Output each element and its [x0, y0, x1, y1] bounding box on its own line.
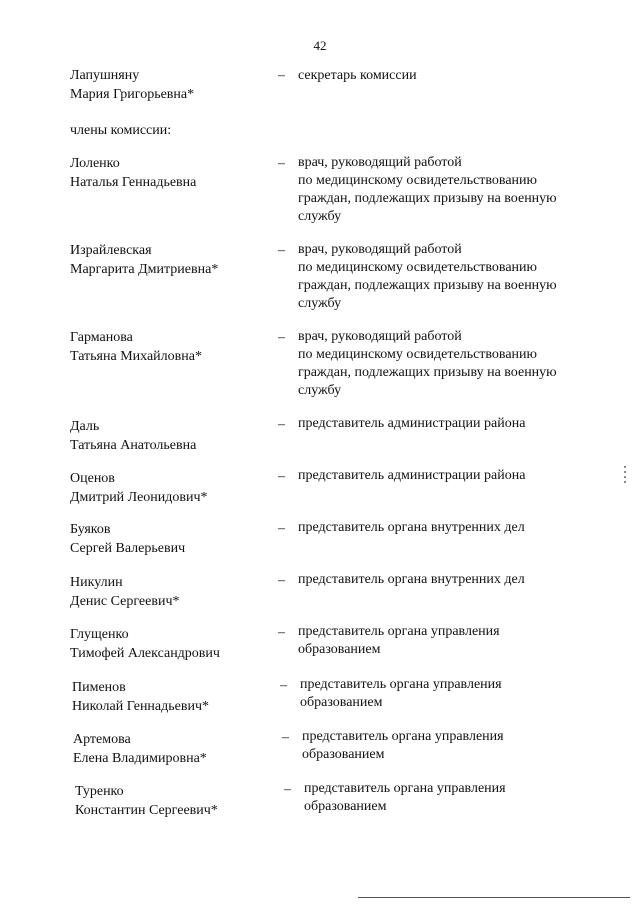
role-line: граждан, подлежащих призыву на военную	[298, 191, 557, 206]
role-line: представитель органа внутренних дел	[298, 572, 525, 587]
member-name	[70, 469, 270, 507]
role-line: образованием	[302, 747, 385, 762]
role-line: по медицинскому освидетельствованию	[298, 260, 538, 275]
role-line: представитель органа управления	[298, 624, 500, 639]
surname: Оценов	[70, 471, 115, 486]
given-names: Татьяна Анатольевна	[70, 438, 197, 453]
given-names: Тимофей Александрович	[70, 646, 220, 661]
role-line: образованием	[298, 642, 381, 657]
given-names: Дмитрий Леонидович*	[70, 490, 208, 505]
dash: –	[278, 625, 285, 640]
role-line: представитель администрации района	[298, 416, 526, 431]
footer-rule	[358, 897, 630, 898]
given-names: Маргарита Дмитриевна*	[70, 262, 219, 277]
surname: Даль	[70, 419, 100, 434]
dash: –	[278, 330, 285, 345]
scan-artifact	[624, 466, 626, 484]
member-role	[304, 780, 604, 816]
member-role	[298, 571, 598, 589]
role-line: образованием	[300, 695, 383, 710]
member-role	[298, 623, 598, 659]
surname: Никулин	[70, 575, 123, 590]
surname: Пименов	[72, 680, 126, 695]
dash: –	[280, 678, 287, 693]
member-name	[70, 154, 270, 192]
member-role	[298, 241, 598, 313]
surname: Гарманова	[70, 330, 133, 345]
surname: Глущенко	[70, 627, 129, 642]
given-names: Сергей Валерьевич	[70, 541, 186, 556]
dash: –	[278, 417, 285, 432]
given-names: Мария Григорьевна*	[70, 87, 195, 102]
member-name	[72, 678, 272, 716]
role-line: врач, руководящий работой	[298, 242, 462, 257]
role-line: представитель органа управления	[304, 781, 506, 796]
dash: –	[278, 521, 285, 536]
surname: Лапушняну	[70, 68, 140, 83]
role-line: врач, руководящий работой	[298, 155, 462, 170]
role-line: представитель органа управления	[300, 677, 502, 692]
member-name	[73, 730, 273, 768]
member-name	[70, 66, 270, 104]
dash: –	[284, 782, 291, 797]
surname: Туренко	[75, 784, 124, 799]
dash: –	[278, 469, 285, 484]
role-line: врач, руководящий работой	[298, 329, 462, 344]
given-names: Татьяна Михайловна*	[70, 349, 202, 364]
dash: –	[282, 730, 289, 745]
role-line: представитель администрации района	[298, 468, 526, 483]
surname: Артемова	[73, 732, 131, 747]
role-line: представитель органа управления	[302, 729, 504, 744]
member-name	[70, 417, 270, 455]
member-role	[298, 519, 598, 537]
dash: –	[278, 156, 285, 171]
dash: –	[278, 243, 285, 258]
given-names: Константин Сергеевич*	[75, 803, 218, 818]
member-name	[70, 625, 270, 663]
role-line: службу	[298, 296, 342, 311]
role-line: граждан, подлежащих призыву на военную	[298, 365, 557, 380]
member-name	[75, 782, 275, 820]
member-role	[302, 728, 602, 764]
member-name	[70, 520, 270, 558]
member-name	[70, 328, 270, 366]
role-line: по медицинскому освидетельствованию	[298, 347, 538, 362]
member-role	[298, 415, 598, 433]
page-number: 42	[313, 38, 327, 53]
role-line: граждан, подлежащих призыву на военную	[298, 278, 557, 293]
role-line: представитель органа внутренних дел	[298, 520, 525, 535]
member-role	[298, 154, 598, 226]
role-line: образованием	[304, 799, 387, 814]
role-line: службу	[298, 209, 342, 224]
role-line: по медицинскому освидетельствованию	[298, 173, 538, 188]
member-role	[298, 67, 598, 85]
member-role	[298, 467, 598, 485]
given-names: Наталья Геннадьевна	[70, 175, 197, 190]
role-line: секретарь комиссии	[298, 68, 417, 83]
surname: Израйлевская	[70, 243, 152, 258]
member-name	[70, 573, 270, 611]
section-heading: члены комиссии:	[70, 123, 172, 138]
surname: Буяков	[70, 522, 111, 537]
given-names: Денис Сергеевич*	[70, 594, 180, 609]
dash: –	[278, 68, 285, 83]
member-role	[298, 328, 598, 400]
given-names: Елена Владимировна*	[73, 751, 207, 766]
role-line: службу	[298, 383, 342, 398]
surname: Лоленко	[70, 156, 120, 171]
given-names: Николай Геннадьевич*	[72, 699, 210, 714]
member-name	[70, 241, 270, 279]
dash: –	[278, 573, 285, 588]
member-role	[300, 676, 600, 712]
